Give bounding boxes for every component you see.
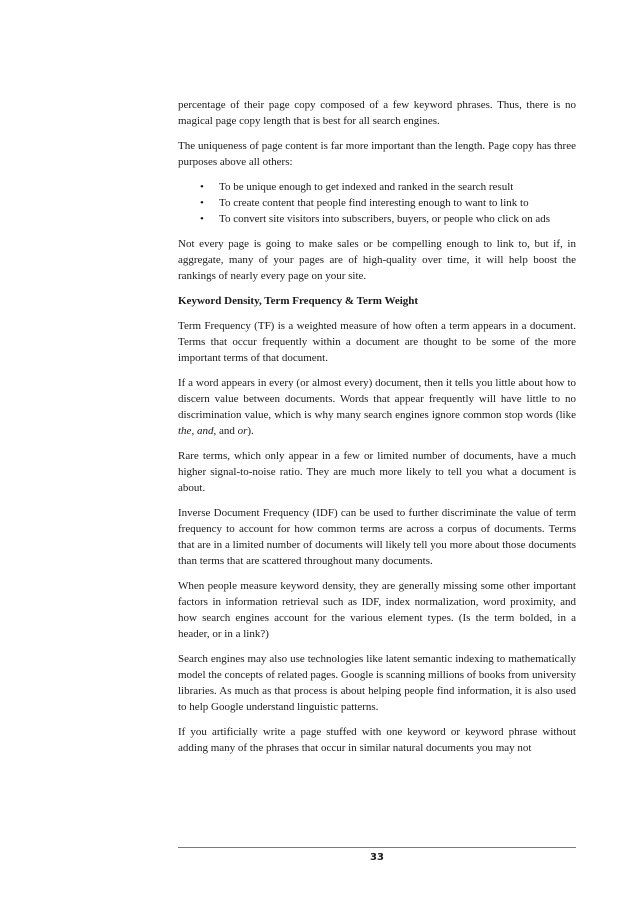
purposes-list (178, 179, 576, 227)
bullet-icon: • (200, 181, 204, 193)
paragraph-8: When people measure keyword density, they are generally missing some other important factors in information retrieval such as IDF, index normalization, word proximity, and how search engines account for the various element types. (Is the term bolded, in a header, or in a link?) (178, 580, 576, 640)
page-body (178, 97, 576, 765)
bullet-icon: • (200, 197, 204, 209)
paragraph-7: Inverse Document Frequency (IDF) can be used to further discriminate the value of term frequency to account for how common terms are across a corpus of documents. Terms that are in a limited number of documents will likely tell you more about those documents than terms that are scattered throughout many documents. (178, 507, 576, 567)
paragraph-5 (178, 375, 576, 439)
separator: , (191, 425, 197, 437)
stop-word-or: or (237, 425, 248, 437)
bullet-icon: • (200, 213, 204, 225)
separator: , and (213, 425, 238, 437)
paragraph-1: percentage of their page copy composed of a few keyword phrases. Thus, there is no magical page copy length that is best for all search engines. (178, 99, 576, 127)
list-item (178, 195, 576, 211)
paragraph-5-text: If a word appears in every (or almost every) document, then it tells you little about how to discern value between documents. Words that appear frequently will have little to no discrimination value, which is why many search engines ignore common stop words (like (178, 377, 576, 421)
paragraph-2: The uniqueness of page content is far more important than the length. Page copy has three purposes above all others: (178, 140, 576, 168)
list-item-text: To create content that people find interesting enough to want to link to (219, 197, 529, 209)
stop-word-the: the (178, 425, 192, 437)
paragraph-5-end: ). (247, 425, 254, 437)
paragraph-6: Rare terms, which only appear in a few or limited number of documents, have a much higher signal-to-noise ratio. They are much more likely to tell you what a document is about. (178, 450, 576, 494)
page-number: 33 (370, 852, 384, 863)
paragraph-9: Search engines may also use technologies like latent semantic indexing to mathematically model the concepts of related pages. Google is scanning millions of books from university libraries. As much as that process is about helping people find information, it is also used to help Google understand linguistic patterns. (178, 653, 576, 713)
paragraph-3: Not every page is going to make sales or be compelling enough to link to, but if, in aggregate, many of your pages are of high-quality over time, it will help boost the rankings of nearly every page on your site. (178, 238, 576, 282)
list-item (178, 179, 576, 195)
list-item-text: To convert site visitors into subscribers, buyers, or people who click on ads (219, 213, 550, 225)
list-item-text: To be unique enough to get indexed and ranked in the search result (219, 181, 514, 193)
footer-divider (178, 847, 576, 848)
paragraph-10: If you artificially write a page stuffed with one keyword or keyword phrase without adding many of the phrases that occur in similar natural documents you may not (178, 726, 576, 754)
paragraph-4: Term Frequency (TF) is a weighted measure of how often a term appears in a document. Terms that occur frequently within a document are thought to be some of the more important terms of that document. (178, 320, 576, 364)
list-item (178, 211, 576, 227)
stop-word-and: and (196, 425, 214, 437)
section-heading: Keyword Density, Term Frequency & Term Weight (178, 295, 419, 307)
